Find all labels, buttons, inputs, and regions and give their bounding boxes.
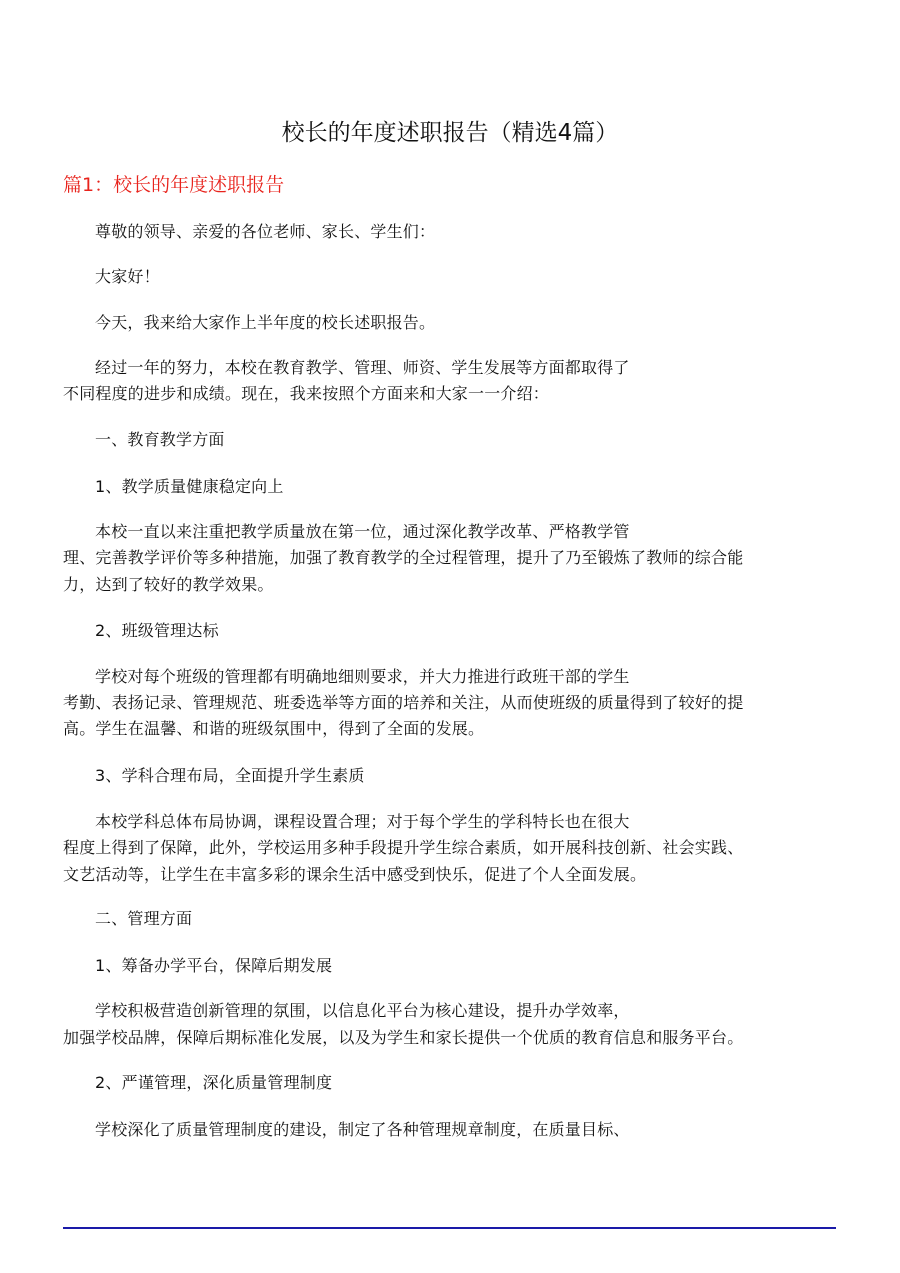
- section-line: 一、教育教学方面: [95, 430, 225, 449]
- footer-rule: [63, 1227, 836, 1229]
- paragraph-line: 经过一年的努力，本校在教育教学、管理、师资、学生发展等方面都取得了: [95, 358, 630, 377]
- section-heading: 篇1：校长的年度述职报告: [63, 174, 285, 196]
- paragraph-line: 理、完善教学评价等多种措施，加强了教育教学的全过程管理，提升了乃至锻炼了教师的综合能: [63, 548, 744, 567]
- subsection-line: 2、班级管理达标: [95, 621, 219, 640]
- document-title: 校长的年度述职报告（精选4篇）: [281, 120, 619, 146]
- paragraph-line: 文艺活动等，让学生在丰富多彩的课余生活中感受到快乐，促进了个人全面发展。: [63, 865, 647, 884]
- paragraph-line: 不同程度的进步和成绩。现在，我来按照个方面来和大家一一介绍：: [63, 384, 550, 403]
- paragraph-line: 今天，我来给大家作上半年度的校长述职报告。: [95, 313, 436, 332]
- paragraph-line: 学校深化了质量管理制度的建设，制定了各种管理规章制度，在质量目标、: [95, 1120, 630, 1139]
- paragraph-line: 力，达到了较好的教学效果。: [63, 575, 274, 594]
- paragraph-line: 程度上得到了保障，此外，学校运用多种手段提升学生综合素质，如开展科技创新、社会实践、: [63, 838, 744, 857]
- subsection-line: 3、学科合理布局，全面提升学生素质: [95, 766, 365, 785]
- paragraph-line: 大家好！: [95, 267, 160, 286]
- subsection-line: 1、筹备办学平台，保障后期发展: [95, 956, 333, 975]
- paragraph-line: 本校一直以来注重把教学质量放在第一位，通过深化教学改革、严格教学管: [95, 522, 630, 541]
- subsection-line: 2、严谨管理，深化质量管理制度: [95, 1073, 333, 1092]
- paragraph-line: 考勤、表扬记录、管理规范、班委选举等方面的培养和关注，从而使班级的质量得到了较好的提: [63, 693, 744, 712]
- paragraph-line: 学校对每个班级的管理都有明确地细则要求，并大力推进行政班干部的学生: [95, 667, 630, 686]
- paragraph-line: 学校积极营造创新管理的氛围，以信息化平台为核心建设，提升办学效率，: [95, 1001, 630, 1020]
- section-line: 二、管理方面: [95, 909, 193, 928]
- paragraph-line: 加强学校品牌，保障后期标准化发展，以及为学生和家长提供一个优质的教育信息和服务平台。: [63, 1028, 744, 1047]
- paragraph-line: 尊敬的领导、亲爱的各位老师、家长、学生们：: [95, 222, 436, 241]
- paragraph-line: 高。学生在温馨、和谐的班级氛围中，得到了全面的发展。: [63, 719, 485, 738]
- subsection-line: 1、教学质量健康稳定向上: [95, 477, 284, 496]
- paragraph-line: 本校学科总体布局协调，课程设置合理；对于每个学生的学科特长也在很大: [95, 812, 630, 831]
